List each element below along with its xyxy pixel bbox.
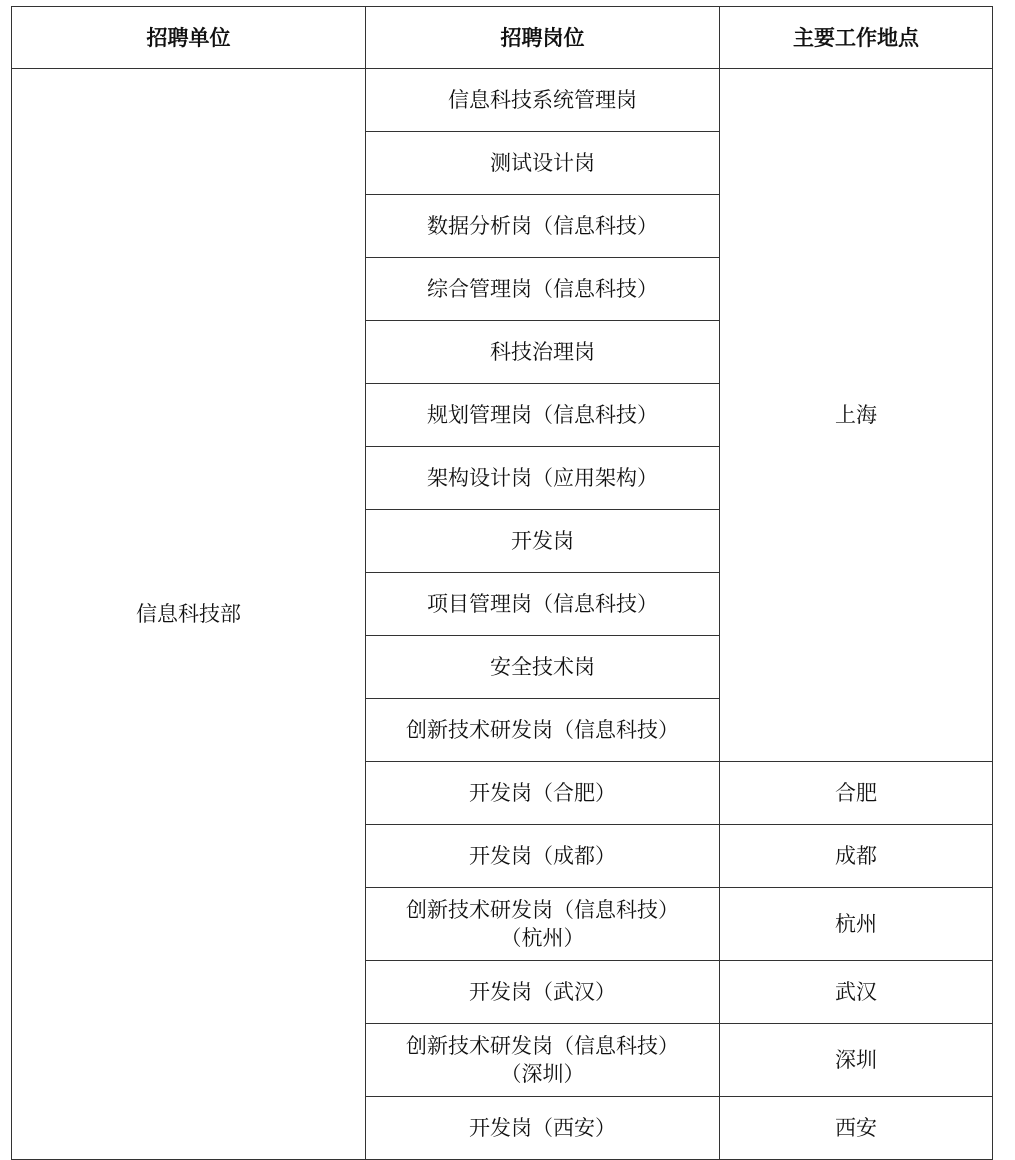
header-position: 招聘岗位 bbox=[366, 7, 720, 69]
position-line: 创新技术研发岗（信息科技） bbox=[406, 898, 679, 922]
header-unit: 招聘单位 bbox=[12, 7, 366, 69]
position-cell: 开发岗 bbox=[366, 510, 720, 573]
location-cell-shanghai: 上海 bbox=[720, 69, 993, 762]
position-cell: 信息科技系统管理岗 bbox=[366, 69, 720, 132]
location-cell: 成都 bbox=[720, 825, 993, 888]
table-row bbox=[12, 69, 993, 132]
position-cell: 开发岗（西安） bbox=[366, 1097, 720, 1160]
position-cell: 架构设计岗（应用架构） bbox=[366, 447, 720, 510]
position-line: 创新技术研发岗（信息科技） bbox=[406, 1034, 679, 1058]
recruitment-table bbox=[11, 6, 993, 1160]
position-cell: 项目管理岗（信息科技） bbox=[366, 573, 720, 636]
position-cell: 安全技术岗 bbox=[366, 636, 720, 699]
position-cell: 开发岗（成都） bbox=[366, 825, 720, 888]
position-cell: 创新技术研发岗（信息科技） bbox=[366, 699, 720, 762]
position-cell: 测试设计岗 bbox=[366, 132, 720, 195]
position-cell: 科技治理岗 bbox=[366, 321, 720, 384]
header-location: 主要工作地点 bbox=[720, 7, 993, 69]
location-cell: 杭州 bbox=[720, 888, 993, 961]
header-row bbox=[12, 7, 993, 69]
position-cell bbox=[366, 1024, 720, 1097]
position-cell bbox=[366, 888, 720, 961]
position-cell: 数据分析岗（信息科技） bbox=[366, 195, 720, 258]
position-line: （杭州） bbox=[500, 926, 585, 950]
position-cell: 规划管理岗（信息科技） bbox=[366, 384, 720, 447]
unit-cell: 信息科技部 bbox=[12, 69, 366, 1160]
position-line: （深圳） bbox=[500, 1062, 585, 1086]
position-cell: 综合管理岗（信息科技） bbox=[366, 258, 720, 321]
location-cell: 深圳 bbox=[720, 1024, 993, 1097]
position-cell: 开发岗（合肥） bbox=[366, 762, 720, 825]
location-cell: 西安 bbox=[720, 1097, 993, 1160]
position-cell: 开发岗（武汉） bbox=[366, 961, 720, 1024]
location-cell: 合肥 bbox=[720, 762, 993, 825]
location-cell: 武汉 bbox=[720, 961, 993, 1024]
